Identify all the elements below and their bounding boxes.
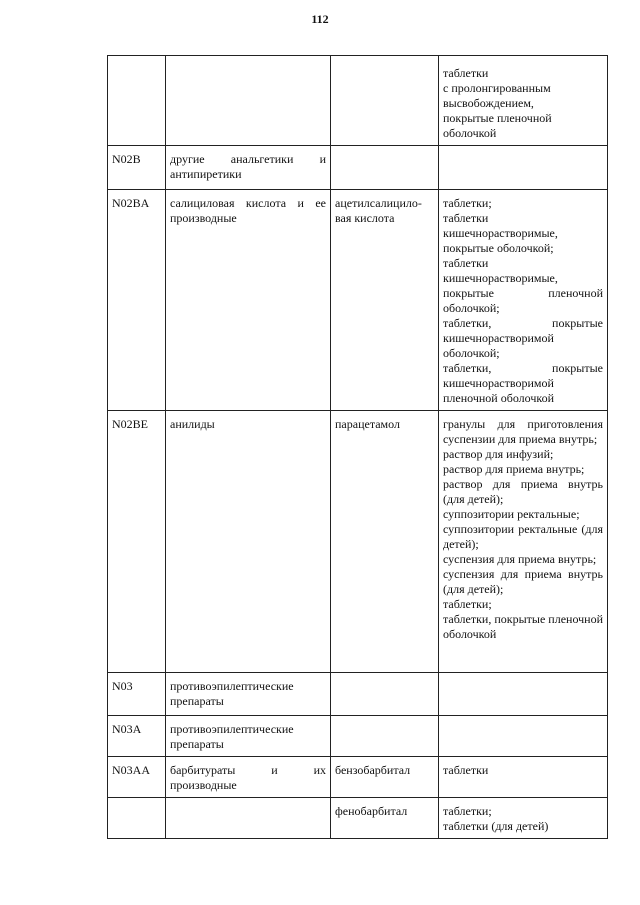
atc-code-cell: N03AA [108,757,166,798]
table-row [108,716,608,757]
atc-code-cell [108,798,166,839]
dosage-forms-cell [439,757,608,798]
table-row [108,757,608,798]
dosage-form-line: таблетки, покрытые пленочной оболочкой [443,612,604,641]
dosage-form-line: таблетки кишечнорастворимые, покрытые оболочкой; [443,211,558,255]
drug-name-cell: бензобарбитал [331,757,439,798]
dosage-forms-cell [439,411,608,673]
group-cell: другие анальгетики и антипиретики [166,146,331,190]
table-row [108,673,608,716]
drug-name-cell [331,716,439,757]
drug-name-cell [331,146,439,190]
dosage-form-line: с пролонгированным [443,81,551,95]
dosage-forms-cell [439,673,608,716]
group-cell: салициловая кислота и ее производные [166,190,331,411]
dosage-form-line: раствор для инфузий; [443,447,554,461]
dosage-forms-cell [439,190,608,411]
table-row [108,798,608,839]
dosage-form-line: раствор для приема внутрь (для детей); [443,477,603,506]
dosage-form-line: таблетки; [443,196,492,210]
group-cell [166,798,331,839]
dosage-form-line: таблетки; [443,597,492,611]
dosage-form-line: таблетки [443,66,489,80]
atc-code-cell [108,56,166,146]
group-cell: анилиды [166,411,331,673]
atc-code-cell: N02BE [108,411,166,673]
dosage-forms-cell [439,146,608,190]
dosage-form-line: таблетки; [443,804,492,818]
table-row [108,146,608,190]
atc-code-cell: N03 [108,673,166,716]
page-number: 112 [311,12,329,26]
table-row [108,56,608,146]
dosage-form-line: суспензия для приема внутрь (для детей); [443,567,603,596]
dosage-form-line: таблетки, покрытые кишечнорастворимой пленочной оболочкой [443,361,603,405]
table-row [108,411,608,673]
dosage-form-line: суппозитории ректальные; [443,507,580,521]
dosage-forms-cell [439,798,608,839]
drug-name-cell [331,56,439,146]
dosage-forms-cell [439,716,608,757]
dosage-form-line: оболочкой [443,126,497,140]
drug-table [107,55,608,839]
group-cell: противоэпилептические препараты [166,716,331,757]
drug-name-cell: фенобарбитал [331,798,439,839]
dosage-form-line: суппозитории ректальные (для детей); [443,522,603,551]
dosage-form-line: высвобождением, [443,96,534,110]
dosage-form-line: таблетки [443,763,489,777]
dosage-form-line: таблетки, покрытые кишечнорастворимой оболочкой; [443,316,603,360]
group-cell [166,56,331,146]
group-cell: противоэпилептические препараты [166,673,331,716]
group-cell: барбитураты и их производные [166,757,331,798]
dosage-form-line: таблетки кишечнорастворимые, покрытые пленочной оболочкой; [443,256,603,315]
dosage-form-line: покрытые пленочной [443,111,552,125]
atc-code-cell: N02BA [108,190,166,411]
drug-name-cell: ацетилсалицило-вая кислота [331,190,439,411]
drug-name-cell [331,673,439,716]
table-row [108,190,608,411]
dosage-form-line: суспензия для приема внутрь; [443,552,597,566]
dosage-form-line: раствор для приема внутрь; [443,462,585,476]
atc-code-cell: N03A [108,716,166,757]
dosage-form-line: гранулы для приготовления суспензии для приема внутрь; [443,417,603,446]
dosage-form-line: таблетки (для детей) [443,819,549,833]
drug-name-cell: парацетамол [331,411,439,673]
dosage-forms-cell [439,56,608,146]
atc-code-cell: N02B [108,146,166,190]
